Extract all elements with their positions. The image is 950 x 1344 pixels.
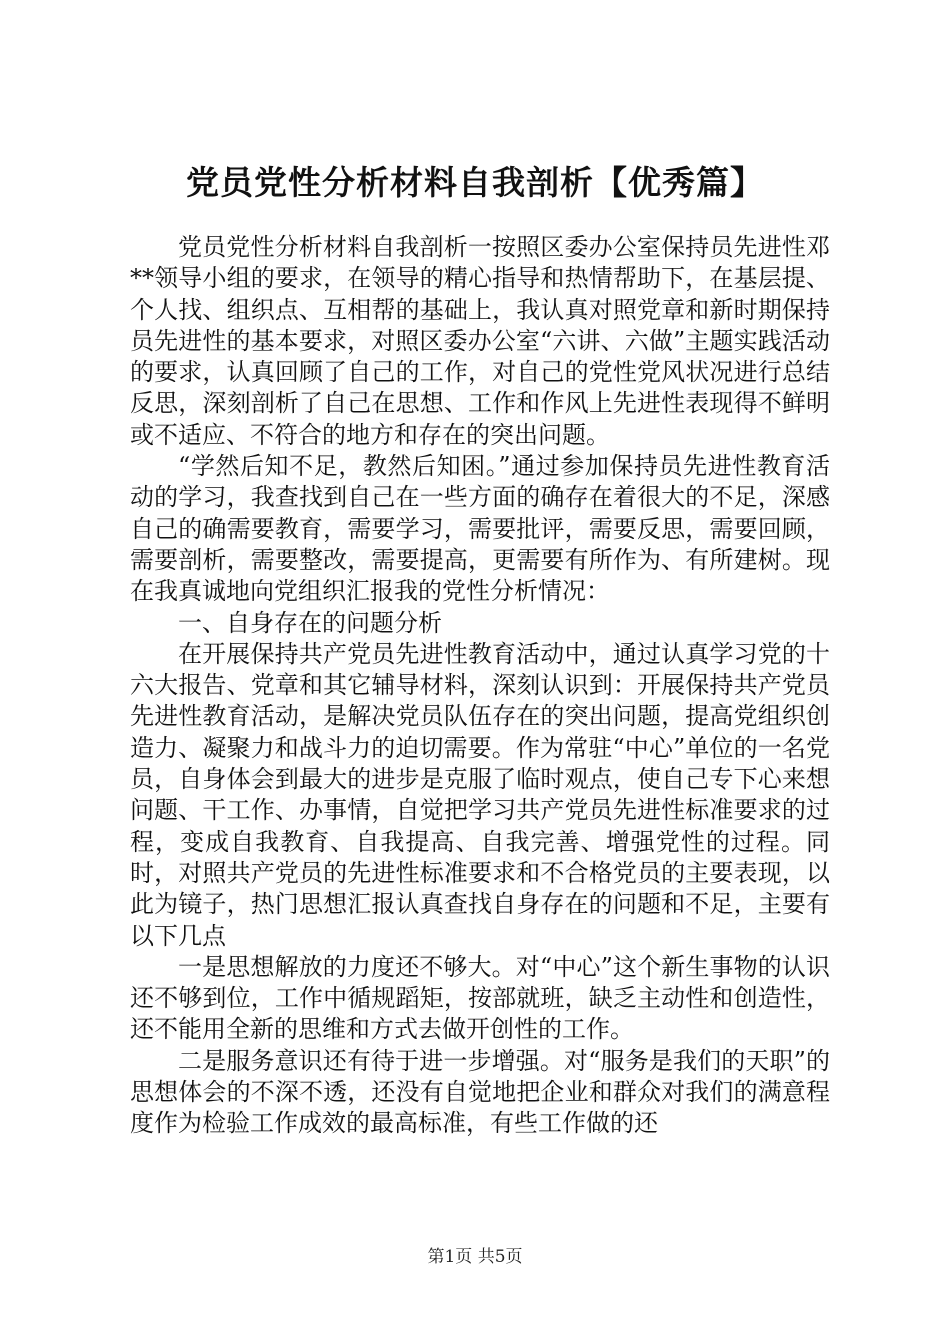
- page-footer: 第1页 共5页: [427, 1247, 523, 1267]
- page-title: 党员党性分析材料自我剖析【优秀篇】: [186, 163, 764, 202]
- paragraph-point-2: 二是服务意识还有待于进一步增强。对“服务是我们的天职”的思想体会的不深不透，还没有自觉地把企业和群众对我们的满意程度作为检验工作成效的最高标准，有些工作做的还: [130, 1046, 830, 1138]
- document-body: [130, 232, 830, 1140]
- paragraph-analysis: 在开展保持共产党员先进性教育活动中，通过认真学习党的十六大报告、党章和其它辅导材料，深刻认识到：开展保持共产党员先进性教育活动，是解决党员队伍存在的突出问题，提高党组织创造力、凝聚力和战斗力的迫切需要。作为常驻“中心”单位的一名党员，自身体会到最大的进步是克服了临时观点，使自己专下心来想问题、干工作、办事情，自觉把学习共产党员先进性标准要求的过程，变成自我教育、自我提高、自我完善、增强党性的过程。同时，对照共产党员的先进性标准要求和不合格党员的主要表现，以此为镜子，热门思想汇报认真查找自身存在的问题和不足，主要有以下几点: [130, 639, 830, 950]
- section-heading-1: 一、自身存在的问题分析: [178, 608, 442, 637]
- paragraph-quote: “学然后知不足，教然后知困。”通过参加保持员先进性教育活动的学习，我查找到自己在一些方面的确存在着很大的不足，深感自己的确需要教育，需要学习，需要批评，需要反思，需要回顾，需要剖析，需要整改，需要提高，更需要有所作为、有所建树。现在我真诚地向党组织汇报我的党性分析情况：: [130, 452, 830, 606]
- paragraph-intro: 党员党性分析材料自我剖析一按照区委办公室保持员先进性邓**领导小组的要求，在领导的精心指导和热情帮助下，在基层提、个人找、组织点、互相帮的基础上，我认真对照党章和新时期保持员先进性的基本要求，对照区委办公室“六讲、六做”主题实践活动的要求，认真回顾了自己的工作，对自己的党性党风状况进行总结反思，深刻剖析了自己在思想、工作和作风上先进性表现得不鲜明或不适应、不符合的地方和存在的突出问题。: [130, 233, 830, 449]
- paragraph-point-1: 一是思想解放的力度还不够大。对“中心”这个新生事物的认识还不够到位，工作中循规蹈矩，按部就班，缺乏主动性和创造性，还不能用全新的思维和方式去做开创性的工作。: [130, 952, 830, 1044]
